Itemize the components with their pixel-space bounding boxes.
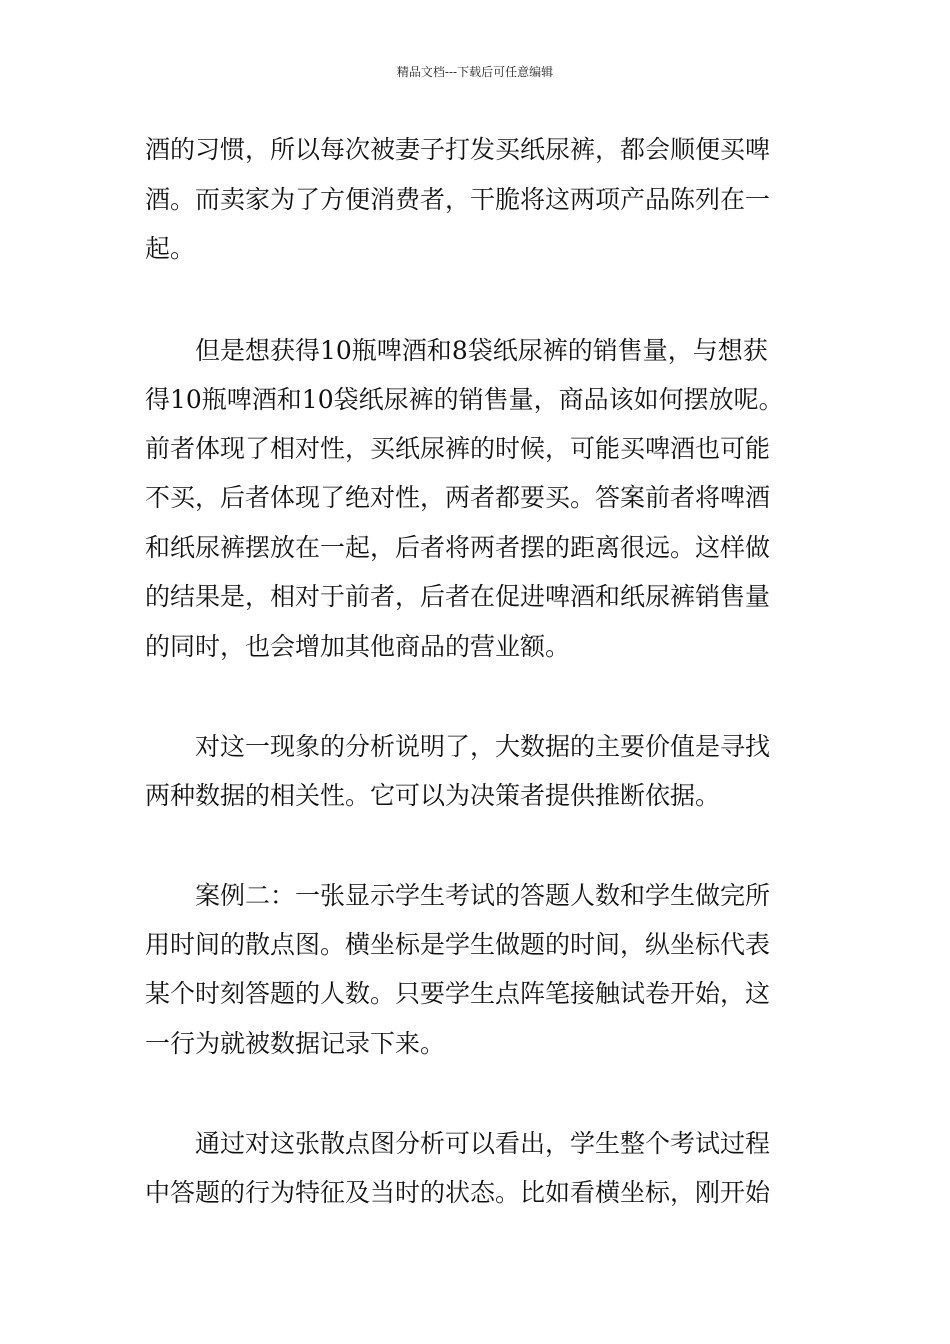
text-line: 两种数据的相关性。它可以为决策者提供推断依据。 (145, 781, 721, 810)
text-line: 用时间的散点图。横坐标是学生做题的时间，纵坐标代表 (145, 930, 771, 959)
text-line: 起。 (145, 234, 196, 263)
text-line: 某个时刻答题的人数。只要学生点阵笔接触试卷开始，这 (145, 979, 771, 1008)
text-line: 酒。而卖家为了方便消费者，干脆将这两项产品陈列在一 (145, 185, 771, 214)
text-line: 案例二：一张显示学生考试的答题人数和学生做完所 (145, 881, 771, 910)
text-line: 和纸尿裤摆放在一起，后者将两者摆的距离很远。这样做 (145, 533, 771, 562)
text-line: 对这一现象的分析说明了，大数据的主要价值是寻找 (145, 732, 771, 761)
text-line: 不买，后者体现了绝对性，两者都要买。答案前者将啤酒 (145, 483, 771, 512)
text-line: 但是想获得10瓶啤酒和8袋纸尿裤的销售量，与想获 (145, 336, 768, 365)
text-line: 的结果是，相对于前者，后者在促进啤酒和纸尿裤销售量 (145, 582, 771, 611)
text-line: 的同时，也会增加其他商品的营业额。 (145, 632, 571, 661)
text-line: 一行为就被数据记录下来。 (145, 1029, 446, 1058)
text-line: 通过对这张散点图分析可以看出，学生整个考试过程 (145, 1129, 771, 1158)
page-header: 精品文档---下载后可任意编辑 (396, 65, 554, 79)
text-line: 中答题的行为特征及当时的状态。比如看横坐标，刚开始 (145, 1178, 771, 1207)
text-line: 前者体现了相对性，买纸尿裤的时候，可能买啤酒也可能 (145, 434, 771, 463)
text-line: 酒的习惯，所以每次被妻子打发买纸尿裤，都会顺便买啤 (145, 135, 771, 164)
text-line: 得10瓶啤酒和10袋纸尿裤的销售量，商品该如何摆放呢。 (145, 385, 784, 414)
